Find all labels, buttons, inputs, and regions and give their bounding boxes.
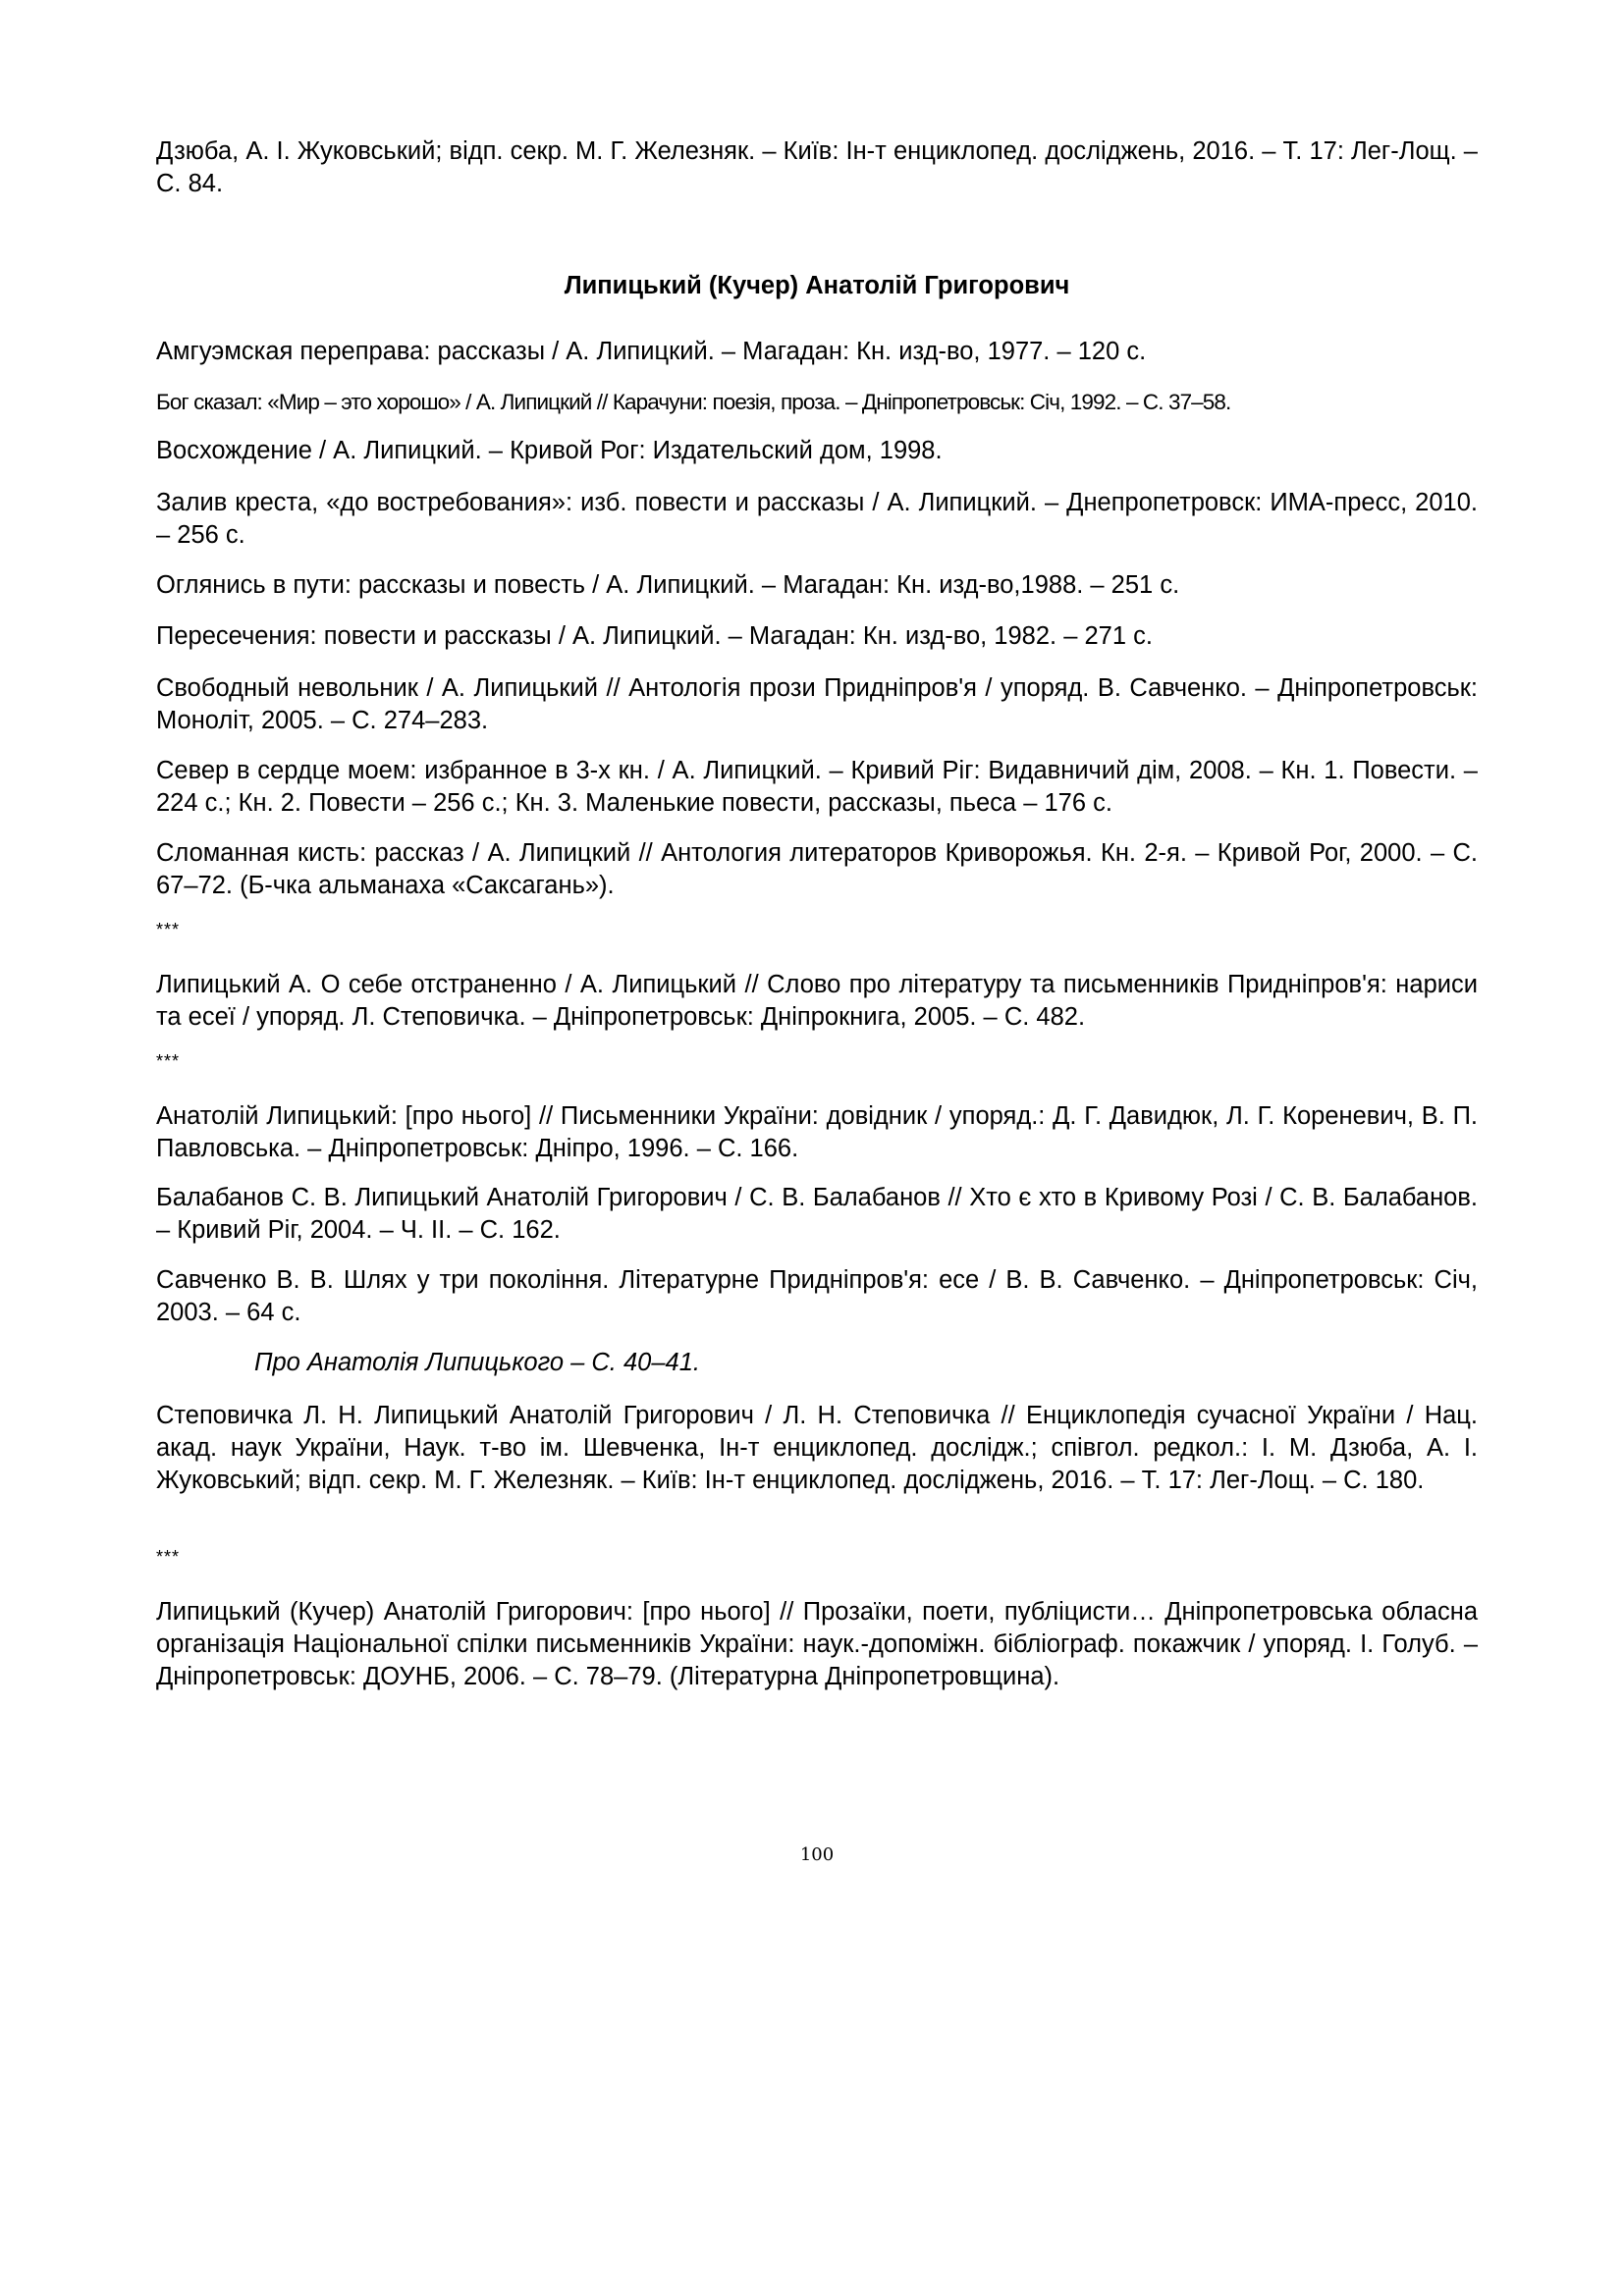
work-entry: Амгуэмская переправа: рассказы / А. Липицкий. – Магадан: Кн. изд-во, 1977. – 120 с. — [156, 338, 1147, 365]
continuation-entry: Дзюба, А. І. Жуковський; відп. секр. М. Г. Железняк. – Київ: Ін-т енциклопед. досліджень, 2016. – Т. 17: Лег-Лощ. – С. 84. — [156, 137, 1478, 197]
about-entry: Балабанов С. В. Липицький Анатолій Григорович / С. В. Балабанов // Хто є хто в Кривому Розі / С. В. Балабанов. – Кривий Ріг, 2004. – Ч. ІІ. – С. 162. — [156, 1184, 1478, 1244]
about-entry: Анатолій Липицький: [про нього] // Письменники України: довідник / упоряд.: Д. Г. Давидюк, Л. Г. Кореневич, В. П. Павловська. – Дніпропетровськ: Дніпро, 1996. – С. 166. — [156, 1102, 1478, 1162]
autobiographical-entry: Липицький А. О себе отстраненно / А. Липицький // Слово про літературу та письменників Придніпров'я: нариси та есеї / упоряд. Л. Степовичка. – Дніпропетровськ: Дніпрокнига, 2005. – С. 482. — [156, 971, 1478, 1031]
about-note: Про Анатолія Липицького – С. 40–41. — [254, 1349, 700, 1376]
about-entry: Савченко В. В. Шлях у три покоління. Літературне Придніпров'я: есе / В. В. Савченко. – Дніпропетровськ: Січ, 2003. – 64 с. — [156, 1266, 1478, 1326]
work-entry: Восхождение / А. Липицкий. – Кривой Рог: Издательский дом, 1998. — [156, 437, 943, 464]
encyclopedia-entry: Степовичка Л. Н. Липицький Анатолій Григорович / Л. Н. Степовичка // Енциклопедія сучасної України / Нац. акад. наук України, Наук. т-во ім. Шевченка, Ін-т енциклопед. дослідж.; співгол. редкол.: І. М. Дзюба, А. І. Жуковський; відп. секр. М. Г. Железняк. – Київ: Ін-т енциклопед. досліджень, 2016. – Т. 17: Лег-Лощ. – С. 180. — [156, 1402, 1478, 1494]
work-entry: Пересечения: повести и рассказы / А. Липицкий. – Магадан: Кн. изд-во, 1982. – 271 с. — [156, 622, 1153, 650]
work-entry: Бог сказал: «Мир – это хорошо» / А. Липицкий // Карачуни: поезія, проза. – Дніпропетровськ: Січ, 1992. – С. 37–58. — [156, 390, 1231, 414]
section-separator: *** — [156, 1547, 181, 1567]
section-separator: *** — [156, 1051, 181, 1071]
work-entry: Залив креста, «до востребования»: изб. повести и рассказы / А. Липицкий. – Днепропетровск: ИМА-пресс, 2010. – 256 с. — [156, 489, 1478, 549]
page-number: 100 — [799, 1844, 835, 1865]
author-heading: Липицький (Кучер) Анатолій Григорович — [564, 272, 1070, 299]
document-page — [156, 0, 1478, 2296]
work-entry: Сломанная кисть: рассказ / А. Липицкий // Антология литераторов Криворожья. Кн. 2-я. – Кривой Рог, 2000. – С. 67–72. (Б-чка альманаха «Саксагань»). — [156, 839, 1478, 899]
bibliography-entry: Липицький (Кучер) Анатолій Григорович: [про нього] // Прозаїки, поети, публіцисти… Дніпропетровська обласна організація Національної спілки письменників України: наук.-допоміжн. бібліограф. покажчик / упоряд. І. Голуб. – Дніпропетровськ: ДОУНБ, 2006. – С. 78–79. (Літературна Дніпропетровщина). — [156, 1598, 1478, 1690]
work-entry: Свободный невольник / А. Липицький // Антологія прози Придніпров'я / упоряд. В. Савченко. – Дніпропетровськ: Моноліт, 2005. – С. 274–283. — [156, 674, 1478, 734]
work-entry: Север в сердце моем: избранное в 3-х кн. / А. Липицкий. – Кривий Ріг: Видавничий дім, 2008. – Кн. 1. Повести. – 224 с.; Кн. 2. Повести – 256 с.; Кн. 3. Маленькие повести, рассказы, пьеса – 176 с. — [156, 757, 1478, 817]
section-separator: *** — [156, 920, 181, 939]
work-entry: Оглянись в пути: рассказы и повесть / А. Липицкий. – Магадан: Кн. изд-во,1988. – 251 с. — [156, 571, 1180, 599]
